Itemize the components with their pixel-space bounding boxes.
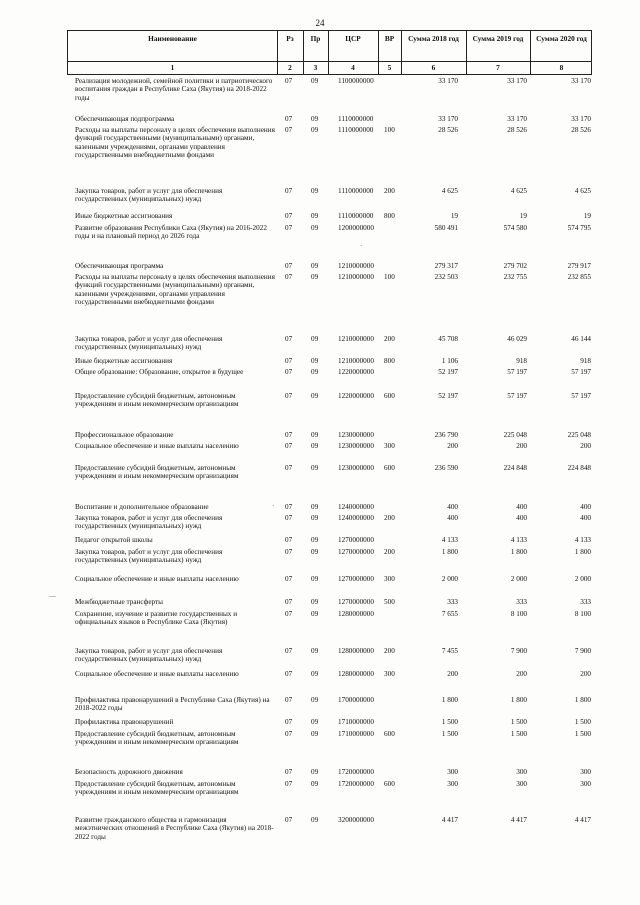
- row-sum-2020: 7 900: [574, 647, 591, 655]
- row-rz: 07: [285, 187, 293, 195]
- row-sum-2020: 57 197: [571, 368, 591, 376]
- row-pr: 09: [311, 187, 319, 195]
- row-csr: 1280000000: [338, 670, 374, 678]
- row-csr: 1210000000: [338, 335, 374, 343]
- row-sum-2019: 400: [516, 514, 527, 522]
- row-pr: 09: [311, 780, 319, 788]
- row-rz: 07: [285, 442, 293, 450]
- row-name: Межбюджетные трансферты: [75, 598, 163, 606]
- row-csr: 1210000000: [338, 273, 374, 281]
- row-pr: 09: [311, 670, 319, 678]
- row-name: Закупка товаров, работ и услуг для обеспечения государственных (муниципальных) нужд: [75, 548, 223, 565]
- row-csr: 1210000000: [338, 357, 374, 365]
- row-vr: 200: [384, 187, 395, 195]
- row-rz: 07: [285, 647, 293, 655]
- row-sum-2019: 574 580: [503, 224, 527, 232]
- row-rz: 07: [285, 368, 293, 376]
- row-sum-2018: 1 106: [441, 357, 458, 365]
- row-name: Развитие образования Республики Саха (Якутия) на 2016-2022 годы и на плановый период до 2026 года: [75, 224, 267, 241]
- row-sum-2018: 1 500: [441, 730, 458, 738]
- row-name: Развитие гражданского общества и гармонизация межэтнических отношений в Республике Саха (Якутия) на 2018-2022 годы: [75, 816, 274, 841]
- row-vr: 800: [384, 212, 395, 220]
- row-csr: 1270000000: [338, 575, 374, 583]
- row-sum-2018: 236 790: [434, 431, 458, 439]
- row-name: Предоставление субсидий бюджетным, автономным учреждениям и иным некоммерческим организациям: [75, 464, 239, 481]
- row-name: Обеспечивающая программа: [75, 262, 164, 270]
- row-sum-2020: 918: [580, 357, 591, 365]
- row-sum-2020: 19: [583, 212, 591, 220]
- row-vr: 200: [384, 647, 395, 655]
- row-sum-2018: 1 500: [441, 718, 458, 726]
- row-pr: 09: [311, 126, 319, 134]
- row-rz: 07: [285, 816, 293, 824]
- row-sum-2019: 225 048: [503, 431, 527, 439]
- col-number-6: 6: [431, 63, 436, 72]
- row-csr: 1240000000: [338, 514, 374, 522]
- row-vr: 500: [384, 598, 395, 606]
- row-sum-2019: 1 800: [510, 696, 527, 704]
- row-rz: 07: [285, 768, 293, 776]
- row-csr: 1110000000: [338, 187, 374, 195]
- row-sum-2018: 236 590: [434, 464, 458, 472]
- row-pr: 09: [311, 548, 319, 556]
- row-sum-2019: 57 197: [507, 392, 527, 400]
- row-vr: 200: [384, 548, 395, 556]
- row-rz: 07: [285, 392, 293, 400]
- row-sum-2020: 574 795: [567, 224, 591, 232]
- row-sum-2019: 2 000: [510, 575, 527, 583]
- row-sum-2020: 400: [580, 503, 591, 511]
- row-sum-2019: 224 848: [503, 464, 527, 472]
- row-name: Расходы на выплаты персоналу в целях обеспечения выполнения функций государственными (муниципальными) органами, казенными учреждениями, органами управления государственными внебюджетными фондами: [75, 126, 275, 160]
- scan-dot: ·: [272, 502, 275, 510]
- row-sum-2019: 7 900: [510, 647, 527, 655]
- row-sum-2018: 4 417: [441, 816, 458, 824]
- row-pr: 09: [311, 768, 319, 776]
- row-pr: 09: [311, 224, 319, 232]
- col-number-4: 4: [351, 63, 355, 72]
- row-sum-2018: 333: [447, 598, 458, 606]
- row-rz: 07: [285, 730, 293, 738]
- row-pr: 09: [311, 335, 319, 343]
- row-sum-2020: 4 133: [574, 536, 591, 544]
- row-vr: 100: [384, 126, 395, 134]
- row-sum-2019: 33 170: [507, 115, 527, 123]
- row-rz: 07: [285, 212, 293, 220]
- page-number: 24: [315, 18, 325, 28]
- row-pr: 09: [311, 392, 319, 400]
- row-rz: 07: [285, 503, 293, 511]
- row-name: Профилактика правонарушений: [75, 718, 174, 726]
- row-sum-2020: 232 855: [567, 273, 591, 281]
- row-csr: 1100000000: [338, 77, 374, 85]
- row-sum-2019: 8 100: [510, 610, 527, 618]
- row-sum-2018: 232 503: [434, 273, 458, 281]
- row-sum-2019: 4 133: [510, 536, 527, 544]
- row-sum-2018: 4 625: [441, 187, 458, 195]
- row-name: Закупка товаров, работ и услуг для обеспечения государственных (муниципальных) нужд: [75, 647, 223, 664]
- header-name: Наименование: [148, 34, 197, 43]
- row-csr: 1280000000: [338, 610, 374, 618]
- row-pr: 09: [311, 696, 319, 704]
- row-rz: 07: [285, 431, 293, 439]
- row-name: Расходы на выплаты персоналу в целях обеспечения выполнения функций государственными (муниципальными) органами, казенными учреждениями, органами управления государственными внебюджетными фондами: [75, 273, 275, 307]
- row-csr: 1230000000: [338, 431, 374, 439]
- row-pr: 09: [311, 262, 319, 270]
- row-pr: 09: [311, 357, 319, 365]
- row-sum-2018: 7 655: [441, 610, 458, 618]
- row-sum-2020: 4 625: [574, 187, 591, 195]
- row-csr: 1720000000: [338, 768, 374, 776]
- row-name: Педагог открытой школы: [75, 536, 153, 544]
- row-vr: 300: [384, 575, 395, 583]
- row-csr: 1110000000: [338, 126, 374, 134]
- row-sum-2020: 200: [580, 442, 591, 450]
- row-sum-2019: 1 500: [510, 730, 527, 738]
- row-vr: 200: [384, 335, 395, 343]
- row-name: Общее образование: Образование, открытое в будущее: [75, 368, 244, 376]
- row-rz: 07: [285, 696, 293, 704]
- row-sum-2019: 400: [516, 503, 527, 511]
- row-sum-2020: 333: [580, 598, 591, 606]
- row-rz: 07: [285, 335, 293, 343]
- row-name: Профилактика правонарушений в Республике Саха (Якутия) на 2018-2022 годы: [75, 696, 270, 713]
- row-pr: 09: [311, 368, 319, 376]
- row-csr: 1230000000: [338, 464, 374, 472]
- row-name: Закупка товаров, работ и услуг для обеспечения государственных (муниципальных) нужд: [75, 335, 223, 352]
- row-pr: 09: [311, 503, 319, 511]
- row-name: Закупка товаров, работ и услуг для обеспечения государственных (муниципальных) нужд: [75, 514, 223, 531]
- header-rz: Рз: [286, 34, 294, 43]
- row-vr: 600: [384, 730, 395, 738]
- row-rz: 07: [285, 536, 293, 544]
- row-sum-2018: 52 197: [438, 392, 458, 400]
- col-number-7: 7: [496, 63, 500, 72]
- row-csr: 1720000000: [338, 780, 374, 788]
- row-sum-2020: 33 170: [571, 115, 591, 123]
- scan-dash: —: [49, 592, 56, 600]
- row-sum-2019: 200: [516, 442, 527, 450]
- row-pr: 09: [311, 718, 319, 726]
- row-sum-2018: 300: [447, 780, 458, 788]
- row-pr: 09: [311, 442, 319, 450]
- header-csr: ЦСР: [345, 34, 361, 43]
- row-sum-2018: 45 708: [438, 335, 458, 343]
- row-vr: 600: [384, 464, 395, 472]
- row-pr: 09: [311, 464, 319, 472]
- row-sum-2020: 225 048: [567, 431, 591, 439]
- row-rz: 07: [285, 610, 293, 618]
- col-number-1: 1: [170, 63, 175, 72]
- row-pr: 09: [311, 536, 319, 544]
- row-pr: 09: [311, 514, 319, 522]
- row-sum-2020: 224 848: [567, 464, 591, 472]
- row-rz: 07: [285, 670, 293, 678]
- scan-dot: ·: [360, 242, 363, 250]
- row-pr: 09: [311, 816, 319, 824]
- row-sum-2018: 400: [447, 503, 458, 511]
- row-sum-2018: 1 800: [441, 548, 458, 556]
- row-csr: 1220000000: [338, 368, 374, 376]
- col-number-8: 8: [559, 63, 564, 72]
- row-pr: 09: [311, 647, 319, 655]
- row-csr: 1210000000: [338, 262, 374, 270]
- row-rz: 07: [285, 598, 293, 606]
- header-pr: Пр: [310, 34, 321, 43]
- row-name: Предоставление субсидий бюджетным, автономным учреждениям и иным некоммерческим организациям: [75, 730, 239, 747]
- row-rz: 07: [285, 77, 293, 85]
- row-sum-2020: 400: [580, 514, 591, 522]
- row-vr: 100: [384, 273, 395, 281]
- col-number-2: 2: [288, 63, 292, 72]
- row-vr: 300: [384, 442, 395, 450]
- row-sum-2020: 200: [580, 670, 591, 678]
- row-sum-2019: 200: [516, 670, 527, 678]
- row-sum-2020: 46 144: [571, 335, 591, 343]
- row-sum-2019: 918: [516, 357, 527, 365]
- row-csr: 1710000000: [338, 730, 374, 738]
- row-sum-2019: 46 029: [507, 335, 527, 343]
- row-rz: 07: [285, 262, 293, 270]
- row-sum-2018: 300: [447, 768, 458, 776]
- row-rz: 07: [285, 464, 293, 472]
- row-pr: 09: [311, 77, 319, 85]
- col-number-3: 3: [313, 63, 318, 72]
- row-sum-2020: 300: [580, 780, 591, 788]
- row-name: Обеспечивающая подпрограмма: [75, 115, 175, 123]
- row-sum-2020: 1 800: [574, 548, 591, 556]
- row-rz: 07: [285, 126, 293, 134]
- row-sum-2019: 1 500: [510, 718, 527, 726]
- row-csr: 1110000000: [338, 212, 374, 220]
- row-csr: 1270000000: [338, 598, 374, 606]
- row-sum-2018: 200: [447, 442, 458, 450]
- row-pr: 09: [311, 598, 319, 606]
- row-name: Безопасность дорожного движения: [75, 768, 183, 776]
- row-sum-2019: 1 800: [510, 548, 527, 556]
- row-csr: 3200000000: [338, 816, 374, 824]
- row-sum-2020: 8 100: [574, 610, 591, 618]
- row-sum-2020: 1 500: [574, 730, 591, 738]
- row-csr: 1280000000: [338, 647, 374, 655]
- row-sum-2020: 279 917: [567, 262, 591, 270]
- row-pr: 09: [311, 273, 319, 281]
- row-sum-2018: 52 197: [438, 368, 458, 376]
- row-name: Предоставление субсидий бюджетным, автономным учреждениям и иным некоммерческим организациям: [75, 392, 239, 409]
- row-rz: 07: [285, 548, 293, 556]
- row-name: Социальное обеспечение и иные выплаты населению: [75, 442, 239, 450]
- row-sum-2019: 279 702: [503, 262, 527, 270]
- row-name: Профессиональное образование: [75, 431, 174, 439]
- row-sum-2018: 33 170: [438, 77, 458, 85]
- row-pr: 09: [311, 115, 319, 123]
- row-rz: 07: [285, 514, 293, 522]
- row-sum-2020: 1 500: [574, 718, 591, 726]
- row-pr: 09: [311, 431, 319, 439]
- row-sum-2018: 200: [447, 670, 458, 678]
- row-csr: 1240000000: [338, 503, 374, 511]
- row-vr: 200: [384, 514, 395, 522]
- row-sum-2019: 232 755: [503, 273, 527, 281]
- row-sum-2019: 33 170: [507, 77, 527, 85]
- row-sum-2018: 400: [447, 514, 458, 522]
- row-rz: 07: [285, 575, 293, 583]
- header-vr: ВР: [384, 34, 395, 43]
- row-pr: 09: [311, 575, 319, 583]
- row-rz: 07: [285, 718, 293, 726]
- row-csr: 1220000000: [338, 392, 374, 400]
- row-sum-2018: 28 526: [438, 126, 458, 134]
- row-sum-2019: 4 417: [510, 816, 527, 824]
- row-rz: 07: [285, 273, 293, 281]
- row-pr: 09: [311, 730, 319, 738]
- col-number-5: 5: [387, 63, 392, 72]
- row-sum-2020: 2 000: [574, 575, 591, 583]
- row-sum-2018: 2 000: [441, 575, 458, 583]
- row-rz: 07: [285, 357, 293, 365]
- row-sum-2019: 19: [519, 212, 527, 220]
- row-rz: 07: [285, 115, 293, 123]
- row-name: Социальное обеспечение и иные выплаты населению: [75, 670, 239, 678]
- row-name: Реализация молодежной, семейной политики и патриотического воспитания граждан в Республике Саха (Якутия) на 2018-2022 годы: [75, 77, 273, 102]
- row-pr: 09: [311, 212, 319, 220]
- row-name: Социальное обеспечение и иные выплаты населению: [75, 575, 239, 583]
- row-csr: 1710000000: [338, 718, 374, 726]
- row-name: Предоставление субсидий бюджетным, автономным учреждениям и иным некоммерческим организациям: [75, 780, 239, 797]
- row-sum-2019: 333: [516, 598, 527, 606]
- row-csr: 1230000000: [338, 442, 374, 450]
- header-2019: Сумма 2019 год: [472, 34, 524, 43]
- row-vr: 600: [384, 392, 395, 400]
- row-sum-2018: 279 317: [434, 262, 458, 270]
- row-pr: 09: [311, 610, 319, 618]
- row-sum-2020: 57 197: [571, 392, 591, 400]
- row-csr: 1270000000: [338, 548, 374, 556]
- row-vr: 600: [384, 780, 395, 788]
- row-sum-2018: 19: [450, 212, 458, 220]
- row-name: Закупка товаров, работ и услуг для обеспечения государственных (муниципальных) нужд: [75, 187, 223, 204]
- row-sum-2020: 1 800: [574, 696, 591, 704]
- row-name: Сохранение, изучение и развитие государственных и официальных языков в Республике Саха (Якутия): [75, 610, 238, 627]
- row-csr: 1200000000: [338, 224, 374, 232]
- row-sum-2019: 28 526: [507, 126, 527, 134]
- row-sum-2018: 1 800: [441, 696, 458, 704]
- row-sum-2020: 28 526: [571, 126, 591, 134]
- row-sum-2020: 4 417: [574, 816, 591, 824]
- row-sum-2018: 33 170: [438, 115, 458, 123]
- row-sum-2020: 300: [580, 768, 591, 776]
- header-2020: Сумма 2020 год: [536, 34, 587, 43]
- row-csr: 1110000000: [338, 115, 374, 123]
- row-sum-2018: 7 455: [441, 647, 458, 655]
- row-vr: 800: [384, 357, 395, 365]
- row-name: Иные бюджетные ассигнования: [75, 212, 173, 220]
- row-rz: 07: [285, 224, 293, 232]
- row-sum-2020: 33 170: [571, 77, 591, 85]
- row-name: Иные бюджетные ассигнования: [75, 357, 173, 365]
- row-sum-2018: 580 491: [434, 224, 458, 232]
- row-sum-2019: 300: [516, 768, 527, 776]
- row-csr: 1270000000: [338, 536, 374, 544]
- row-vr: 300: [384, 670, 395, 678]
- row-sum-2019: 4 625: [510, 187, 527, 195]
- row-sum-2019: 300: [516, 780, 527, 788]
- row-rz: 07: [285, 780, 293, 788]
- row-csr: 1700000000: [338, 696, 374, 704]
- header-2018: Сумма 2018 год: [408, 34, 459, 43]
- row-sum-2019: 57 197: [507, 368, 527, 376]
- row-name: Воспитание и дополнительное образование: [75, 503, 209, 511]
- row-sum-2018: 4 133: [441, 536, 458, 544]
